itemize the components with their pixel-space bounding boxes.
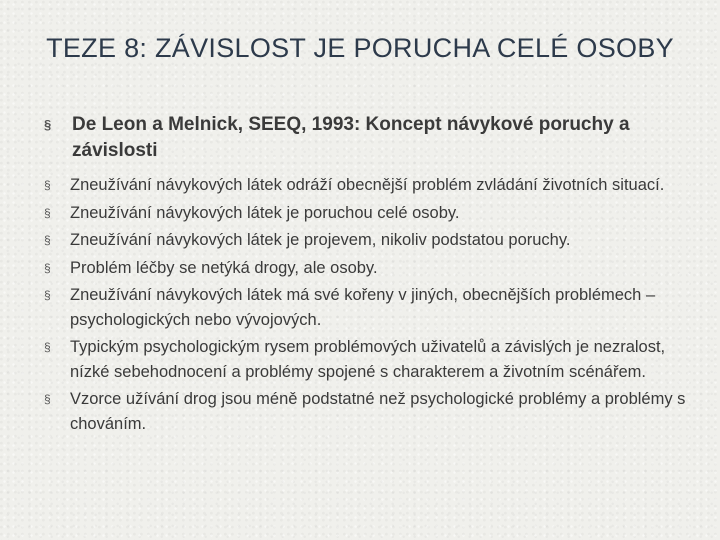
list-item-text: Zneužívání návykových látek má své kořeny v jiných, obecnějších problémech – psychologických nebo vývojových. <box>70 286 656 329</box>
lead-text: De Leon a Melnick, SEEQ, 1993: Koncept návykové poruchy a závislosti <box>72 114 630 161</box>
list-item-text: Typickým psychologickým rysem problémových uživatelů a závislých je nezralost, nízké sebehodnocení a problémy spojené s charakterem a životním scénářem. <box>70 338 666 381</box>
list-item <box>44 201 694 226</box>
list-item-text: Problém léčby se netýká drogy, ale osoby. <box>70 258 378 277</box>
list-item-text: Zneužívání návykových látek je projevem, nikoliv podstatou poruchy. <box>70 231 571 249</box>
list-item <box>44 228 694 253</box>
list-item <box>44 335 694 384</box>
bullet-icon: § <box>44 260 51 275</box>
bullet-icon: § <box>44 205 51 220</box>
bullet-icon: § <box>44 233 51 247</box>
bullet-icon: § <box>44 392 51 406</box>
list-item <box>44 173 694 198</box>
bullet-list <box>44 173 694 439</box>
list-item <box>44 256 694 281</box>
list-item <box>44 387 694 436</box>
lead-bullet-item <box>44 112 684 164</box>
list-item <box>44 283 694 332</box>
list-item-text: Zneužívání návykových látek odráží obecnější problém zvládání životních situací. <box>70 176 665 194</box>
bullet-icon: § <box>44 340 51 354</box>
bullet-icon: § <box>44 178 51 192</box>
list-item-text: Vzorce užívání drog jsou méně podstatné než psychologické problémy a problémy s chováním. <box>70 390 686 433</box>
bullet-icon: § <box>44 288 51 302</box>
list-item-text: Zneužívání návykových látek je poruchou celé osoby. <box>70 203 460 222</box>
bullet-icon: § <box>44 117 52 132</box>
slide-title: TEZE 8: ZÁVISLOST JE PORUCHA CELÉ OSOBY <box>46 33 674 63</box>
